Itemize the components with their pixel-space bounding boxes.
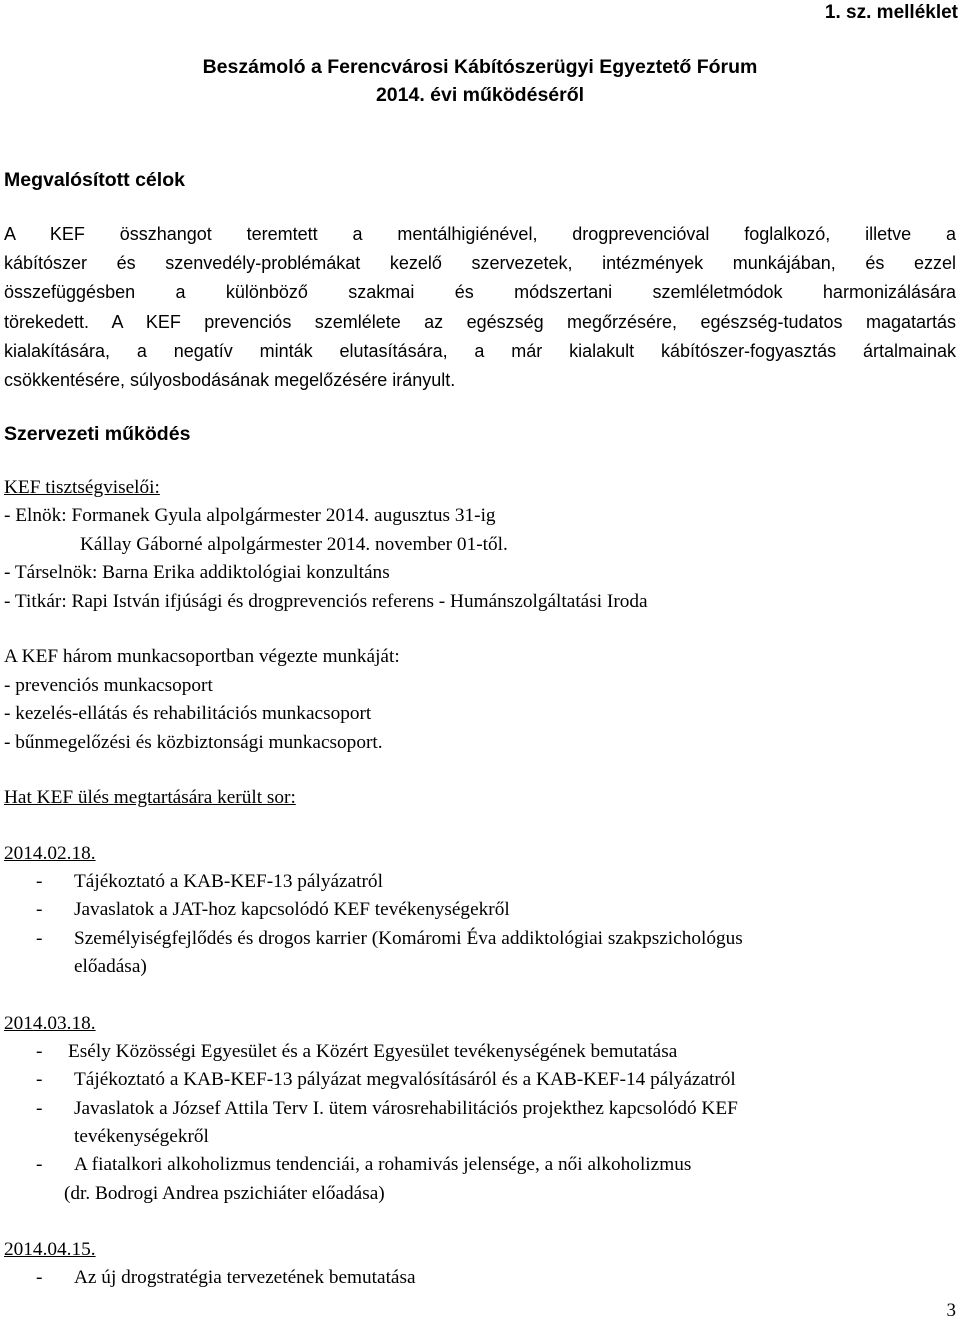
officer-president: - Elnök: Formanek Gyula alpolgármester 2014. augusztus 31-ig (4, 505, 496, 526)
agenda-item-text: Esély Közösségi Egyesület és a Közért Egyesület tevékenységének bemutatása (68, 1041, 678, 1062)
document-title-line-2: 2014. évi működéséről (375, 84, 585, 106)
agenda-item-text: előadása) (74, 956, 147, 977)
meeting-date: 2014.02.18. (4, 843, 96, 864)
meeting-date: 2014.03.18. (4, 1013, 96, 1034)
workgroup-item: - prevenciós munkacsoport (4, 675, 213, 696)
section-heading-goals: Megvalósított célok (4, 169, 185, 191)
bullet-dash: - (36, 928, 43, 949)
bullet-dash: - (36, 1267, 43, 1288)
workgroup-item: - kezelés-ellátás és rehabilitációs munkacsoport (4, 703, 372, 724)
meetings-label: Hat KEF ülés megtartására került sor: (4, 787, 296, 808)
agenda-item-text: A fiatalkori alkoholizmus tendenciái, a rohamivás jelensége, a női alkoholizmus (74, 1154, 692, 1175)
officer-secretary: - Titkár: Rapi István ifjúsági és drogprevenciós referens - Humánszolgáltatási Iroda (4, 591, 648, 612)
goals-paragraph-line: kábítószer és szenvedély-problémákat kezelő szervezetek, intézmények munkájában, és ezzel (4, 253, 956, 274)
officer-copresident: - Társelnök: Barna Erika addiktológiai konzultáns (4, 562, 390, 583)
officers-label: KEF tisztségviselői: (4, 477, 160, 498)
agenda-item-text: tevékenységekről (74, 1126, 209, 1147)
agenda-item-text: (dr. Bodrogi Andrea pszichiáter előadása) (64, 1183, 385, 1204)
agenda-item-text: Tájékoztató a KAB-KEF-13 pályázat megvalósításáról és a KAB-KEF-14 pályázatról (74, 1069, 736, 1090)
bullet-dash: - (36, 1041, 43, 1062)
goals-paragraph-line: összefüggésben a különböző szakmai és módszertani szemléletmódok harmonizálására (4, 282, 956, 303)
goals-paragraph-line: törekedett. A KEF prevenciós szemlélete az egészség megőrzésére, egészség-tudatos magatartás (4, 311, 956, 332)
bullet-dash: - (36, 871, 43, 892)
bullet-dash: - (36, 1069, 43, 1090)
agenda-item-text: Javaslatok a József Attila Terv I. ütem városrehabilitációs projekthez kapcsolódó KEF (74, 1098, 738, 1119)
officer-president-successor: Kállay Gáborné alpolgármester 2014. november 01-től. (80, 534, 508, 555)
goals-paragraph-line: csökkentésére, súlyosbodásának megelőzésére irányult. (4, 370, 456, 391)
bullet-dash: - (36, 1098, 43, 1119)
workgroups-intro: A KEF három munkacsoportban végezte munkáját: (4, 646, 400, 667)
agenda-item-text: Javaslatok a JAT-hoz kapcsolódó KEF tevékenységekről (74, 899, 510, 920)
agenda-item-text: Az új drogstratégia tervezetének bemutatása (74, 1267, 416, 1288)
workgroup-item: - bűnmegelőzési és közbiztonsági munkacsoport. (4, 732, 383, 753)
goals-paragraph-line: A KEF összhangot teremtett a mentálhigiénével, drogprevencióval foglalkozó, illetve a (4, 224, 956, 244)
goals-paragraph (4, 220, 956, 395)
meeting-date: 2014.04.15. (4, 1239, 96, 1260)
section-heading-organization: Szervezeti működés (4, 423, 191, 445)
goals-paragraph-line: kialakítására, a negatív minták elutasítására, a már kialakult kábítószer-fogyasztás ártalmainak (4, 340, 956, 361)
page-number: 3 (946, 1300, 956, 1321)
document-title-line-1: Beszámoló a Ferencvárosi Kábítószerügyi Egyeztető Fórum (202, 56, 758, 78)
agenda-item-text: Tájékoztató a KAB-KEF-13 pályázatról (74, 871, 383, 892)
bullet-dash: - (36, 899, 43, 920)
agenda-item-text: Személyiségfejlődés és drogos karrier (Komáromi Éva addiktológiai szakpszichológus (74, 928, 743, 949)
bullet-dash: - (36, 1154, 43, 1175)
annex-label: 1. sz. melléklet (824, 2, 958, 23)
